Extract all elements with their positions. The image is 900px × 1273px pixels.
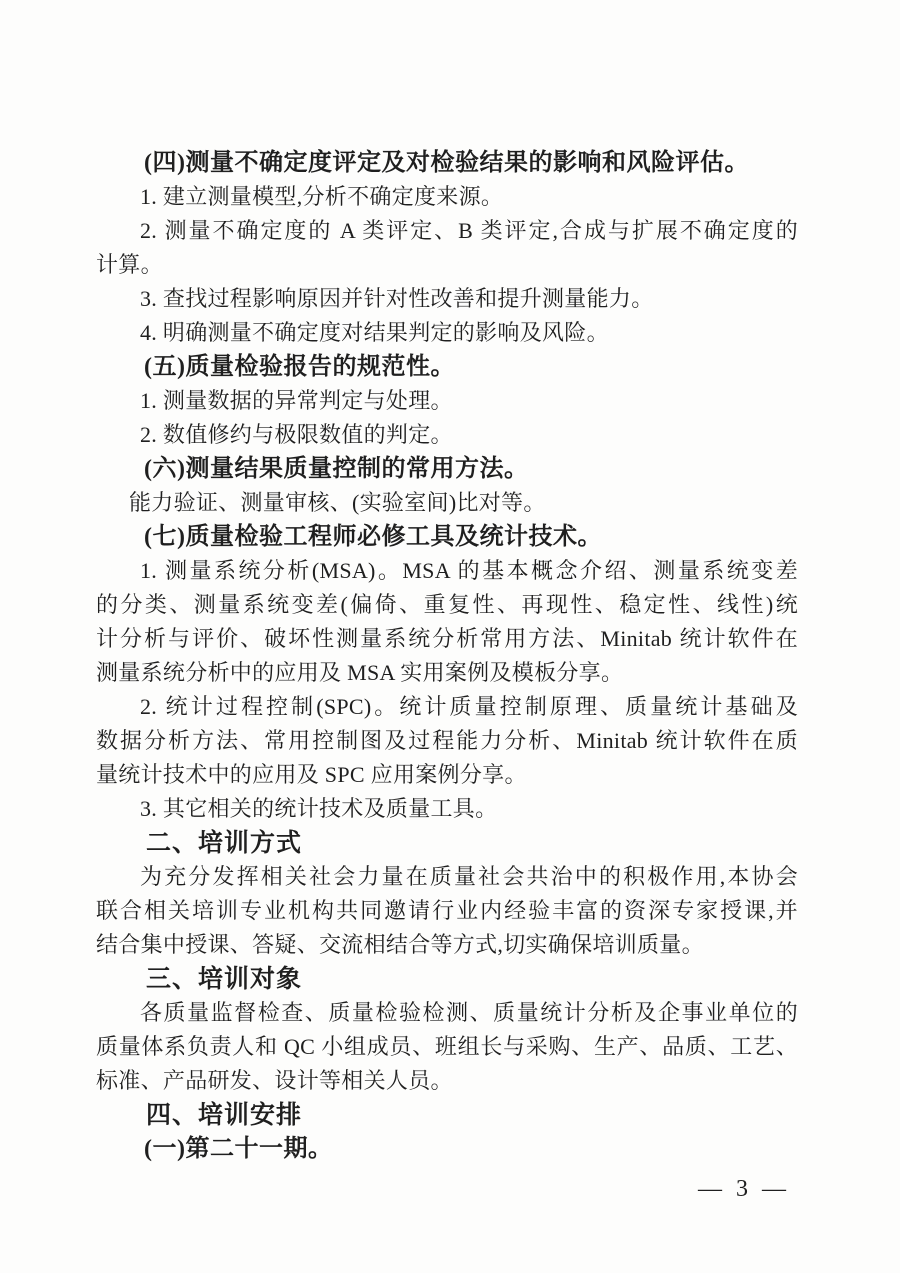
section-heading: 四、培训安排 bbox=[146, 1101, 303, 1129]
text-line: 数据分析方法、常用控制图及过程能力分析、Minitab 统计软件在质 bbox=[96, 728, 798, 753]
text-line: 联合相关培训专业机构共同邀请行业内经验丰富的资深专家授课,并 bbox=[96, 898, 798, 923]
text-line: 为充分发挥相关社会力量在质量社会共治中的积极作用,本协会 bbox=[140, 864, 798, 889]
subsection-heading: (七)质量检验工程师必修工具及统计技术。 bbox=[144, 524, 602, 550]
numbered-item: 2. 数值修约与极限数值的判定。 bbox=[140, 422, 453, 447]
subsection-heading: (五)质量检验报告的规范性。 bbox=[144, 354, 455, 380]
text-line: 计算。 bbox=[96, 252, 163, 277]
text-line: 各质量监督检查、质量检验检测、质量统计分析及企事业单位的 bbox=[140, 1000, 798, 1025]
numbered-item: 1. 测量数据的异常判定与处理。 bbox=[140, 388, 453, 413]
numbered-item: 2. 测量不确定度的 A 类评定、B 类评定,合成与扩展不确定度的 bbox=[140, 218, 798, 243]
document-body bbox=[96, 146, 798, 1166]
section-heading: 二、培训方式 bbox=[146, 829, 303, 857]
numbered-item: 3. 其它相关的统计技术及质量工具。 bbox=[140, 796, 498, 821]
numbered-item: 3. 查找过程影响原因并针对性改善和提升测量能力。 bbox=[140, 286, 654, 311]
text-line: 质量体系负责人和 QC 小组成员、班组长与采购、生产、品质、工艺、 bbox=[96, 1034, 798, 1059]
text-line: 量统计技术中的应用及 SPC 应用案例分享。 bbox=[96, 762, 527, 787]
subsection-heading: (六)测量结果质量控制的常用方法。 bbox=[144, 456, 529, 482]
text-line: 测量系统分析中的应用及 MSA 实用案例及模板分享。 bbox=[96, 660, 624, 685]
numbered-item: 1. 建立测量模型,分析不确定度来源。 bbox=[140, 184, 504, 209]
subsection-heading: (四)测量不确定度评定及对检验结果的影响和风险评估。 bbox=[144, 150, 749, 176]
text-line: 计分析与评价、破坏性测量系统分析常用方法、Minitab 统计软件在 bbox=[96, 626, 798, 651]
text-line: 标准、产品研发、设计等相关人员。 bbox=[96, 1068, 453, 1093]
text-line: 能力验证、测量审核、(实验室间)比对等。 bbox=[129, 490, 546, 515]
page-number: — 3 — bbox=[698, 1176, 790, 1202]
numbered-item: 4. 明确测量不确定度对结果判定的影响及风险。 bbox=[140, 320, 609, 345]
text-line: 的分类、测量系统变差(偏倚、重复性、再现性、稳定性、线性)统 bbox=[96, 592, 798, 617]
text-line: 结合集中授课、答疑、交流相结合等方式,切实确保培训质量。 bbox=[96, 932, 704, 957]
numbered-item: 1. 测量系统分析(MSA)。MSA 的基本概念介绍、测量系统变差 bbox=[140, 558, 798, 583]
section-heading: 三、培训对象 bbox=[146, 965, 303, 993]
subsection-heading: (一)第二十一期。 bbox=[144, 1136, 333, 1162]
numbered-item: 2. 统计过程控制(SPC)。统计质量控制原理、质量统计基础及 bbox=[140, 694, 798, 719]
